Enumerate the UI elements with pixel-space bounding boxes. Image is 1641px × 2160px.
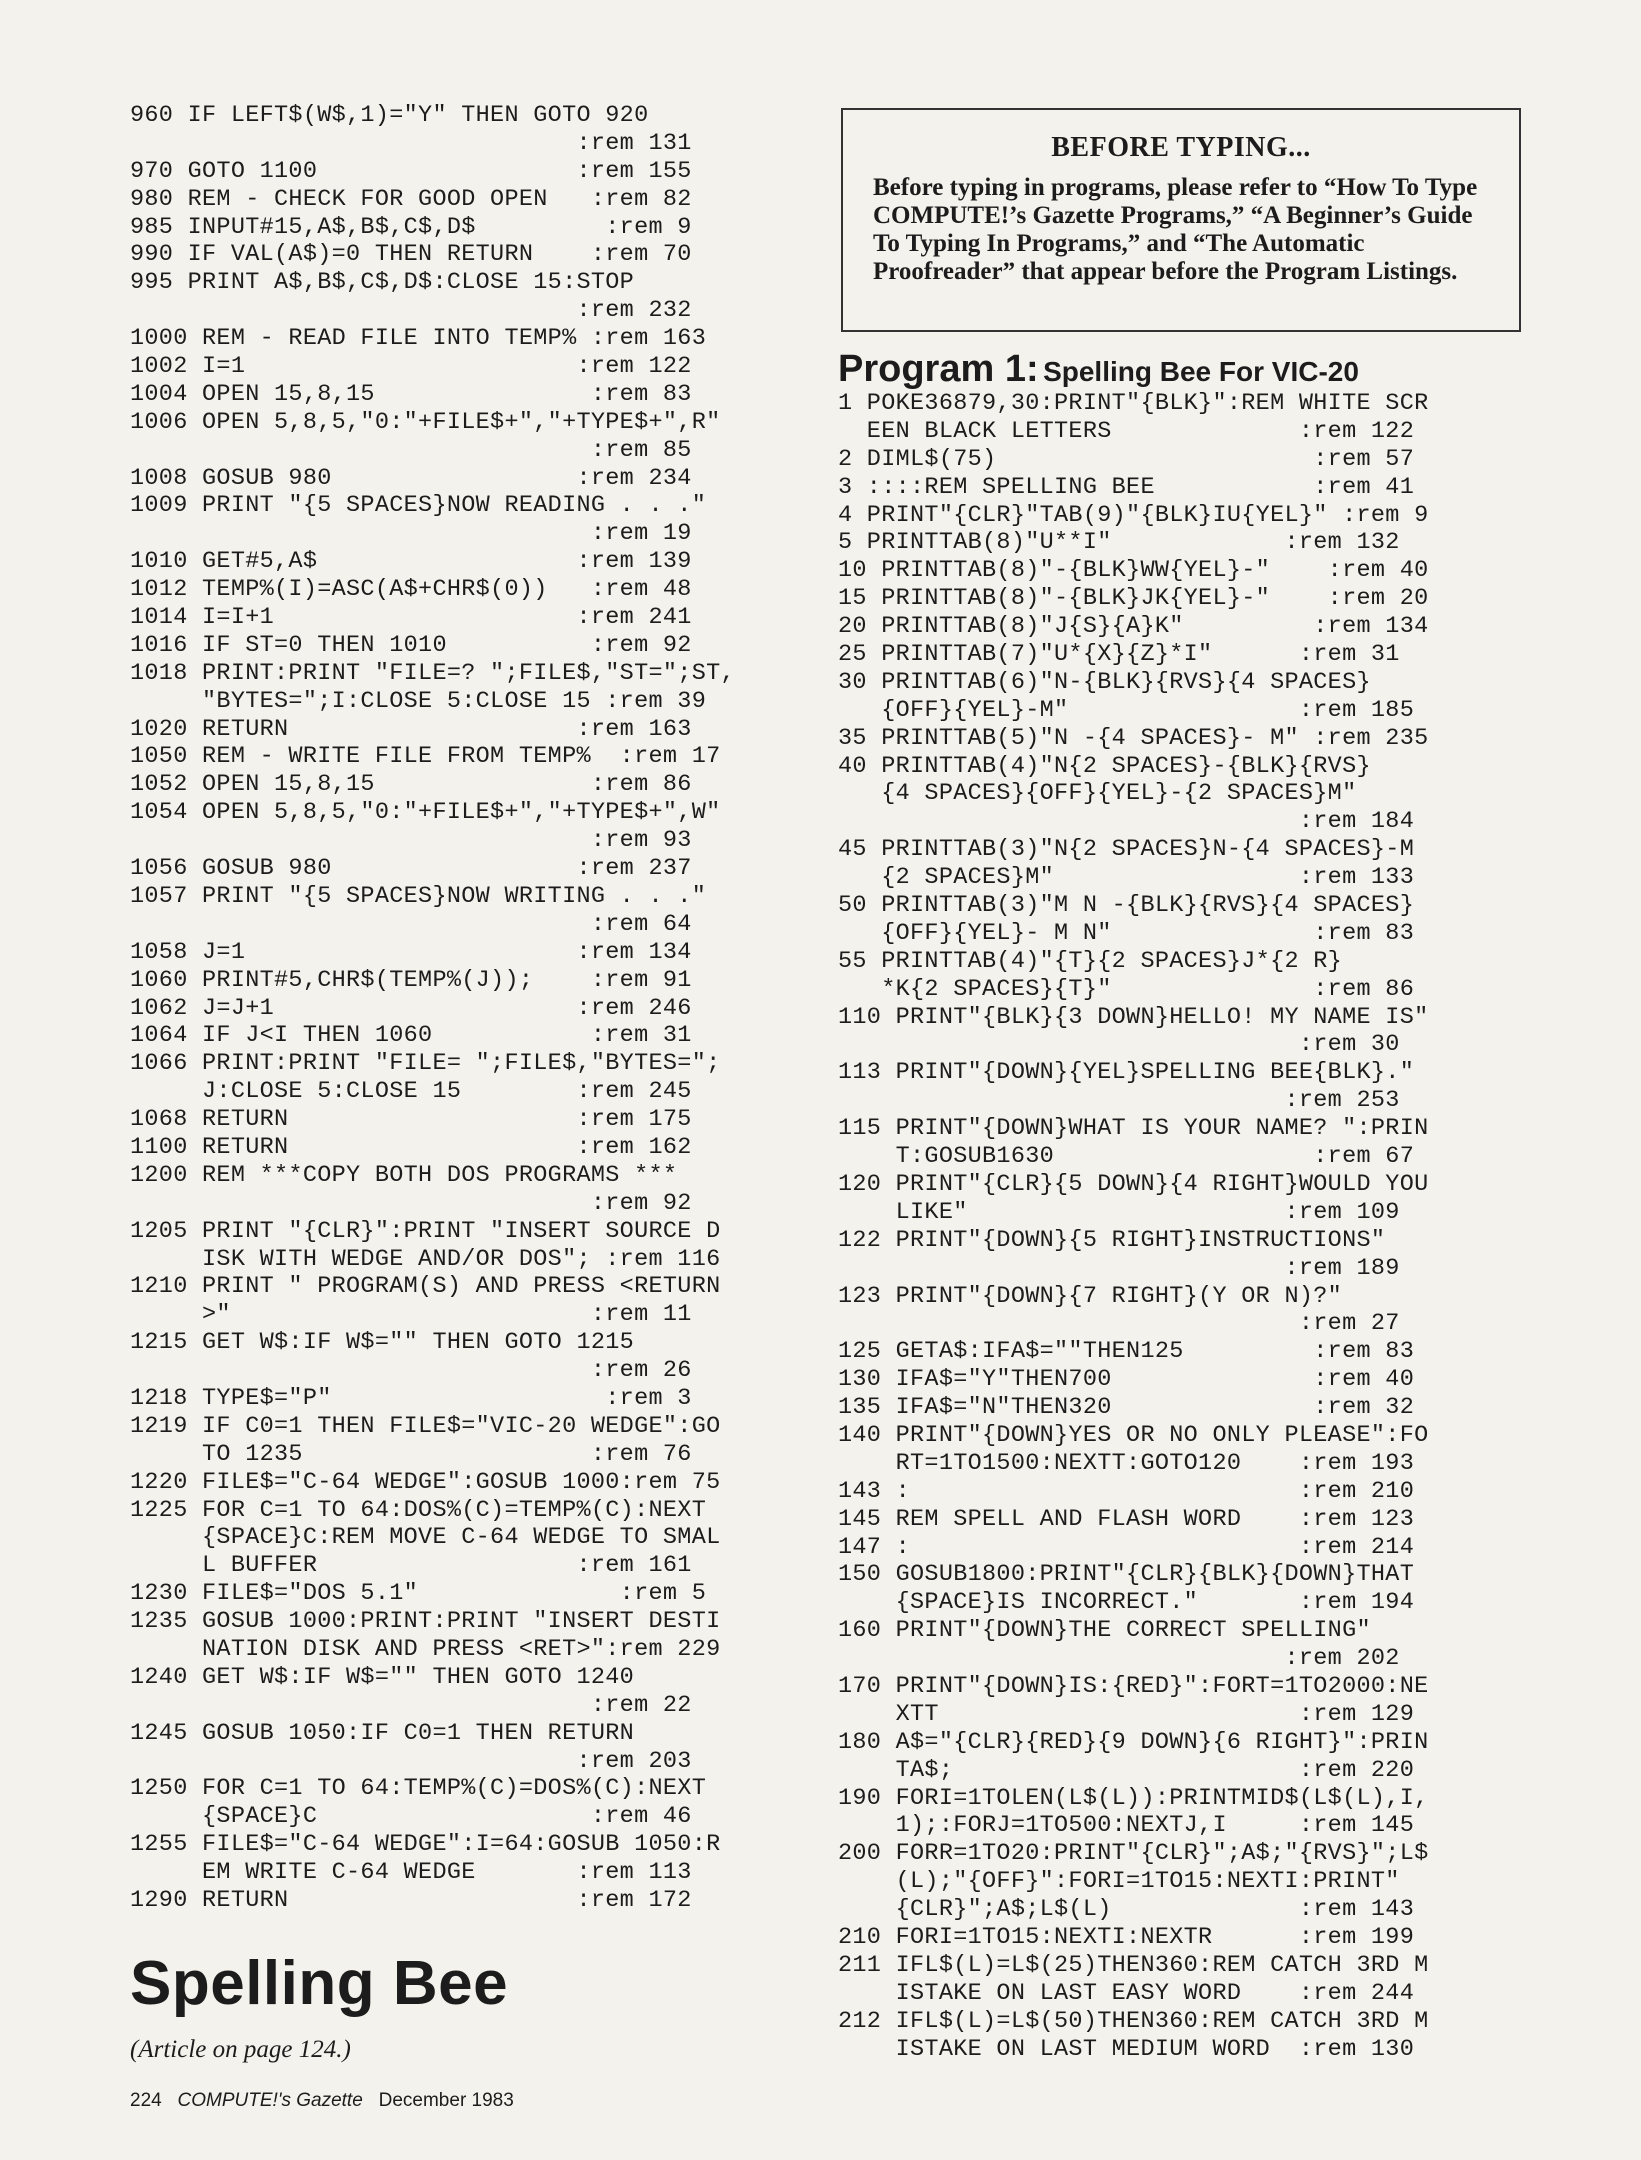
- code-line: 1290 RETURN :rem 172: [130, 1887, 692, 1914]
- code-line: 210 FORI=1TO15:NEXTI:NEXTR :rem 199: [838, 1923, 1415, 1951]
- code-line: :rem 232: [130, 297, 692, 325]
- code-line: 40 PRINTTAB(4)"N{2 SPACES}-{BLK}{RVS}: [838, 752, 1371, 780]
- code-line: J:CLOSE 5:CLOSE 15 :rem 245: [130, 1078, 692, 1106]
- code-line: ISTAKE ON LAST EASY WORD :rem 244: [838, 1979, 1415, 2007]
- code-line: :rem 19: [130, 520, 692, 548]
- code-line: 1060 PRINT#5,CHR$(TEMP%(J)); :rem 91: [130, 966, 692, 994]
- code-line: 1220 FILE$="C-64 WEDGE":GOSUB 1000:rem 75: [130, 1468, 721, 1496]
- code-line: L BUFFER :rem 161: [130, 1552, 692, 1580]
- code-line: 1230 FILE$="DOS 5.1" :rem 5: [130, 1580, 707, 1608]
- code-line: 1014 I=I+1 :rem 241: [130, 604, 692, 632]
- code-line: 1 POKE36879,30:PRINT"{BLK}":REM WHITE SCR: [838, 390, 1429, 417]
- code-line: 1066 PRINT:PRINT "FILE= ";FILE$,"BYTES=";: [130, 1050, 721, 1078]
- issue-date: December 1983: [378, 2090, 514, 2111]
- code-line: 3 ::::REM SPELLING BEE :rem 41: [838, 473, 1415, 501]
- code-line: {CLR}";A$;L$(L) :rem 143: [838, 1896, 1415, 1924]
- page-footer: [130, 2090, 514, 2112]
- code-line: 1012 TEMP%(I)=ASC(A$+CHR$(0)) :rem 48: [130, 576, 692, 604]
- code-line: 1200 REM ***COPY BOTH DOS PROGRAMS ***: [130, 1161, 678, 1189]
- code-line: 970 GOTO 1100 :rem 155: [130, 157, 692, 185]
- code-line: (L);"{OFF}":FORI=1TO15:NEXTI:PRINT": [838, 1868, 1400, 1896]
- code-line: 113 PRINT"{DOWN}{YEL}SPELLING BEE{BLK}.": [838, 1059, 1415, 1087]
- code-line: 15 PRINTTAB(8)"-{BLK}JK{YEL}-" :rem 20: [838, 585, 1429, 613]
- code-line: TA$; :rem 220: [838, 1756, 1415, 1784]
- code-line: :rem 92: [130, 1189, 692, 1217]
- code-line: LIKE" :rem 109: [838, 1198, 1400, 1226]
- code-line: "BYTES=";I:CLOSE 5:CLOSE 15 :rem 39: [130, 687, 707, 715]
- code-line: 980 REM - CHECK FOR GOOD OPEN :rem 82: [130, 185, 692, 213]
- code-line: 45 PRINTTAB(3)"N{2 SPACES}N-{4 SPACES}-M: [838, 836, 1415, 864]
- code-line: :rem 85: [130, 436, 692, 464]
- right-program-listing: [838, 390, 1528, 2063]
- code-line: :rem 184: [838, 808, 1415, 836]
- code-line: 4 PRINT"{CLR}"TAB(9)"{BLK}IU{YEL}" :rem 9: [838, 501, 1429, 529]
- notice-body: Before typing in programs, please refer to “How To Type COMPUTE!’s Gazette Programs,” “A Beginner’s Guide To Typing In Programs,” and “The Automatic Proofreader” that appear before the Program Listings.: [873, 174, 1478, 285]
- code-line: 1000 REM - READ FILE INTO TEMP% :rem 163: [130, 325, 707, 353]
- program-heading: [838, 348, 1359, 391]
- code-line: 1100 RETURN :rem 162: [130, 1133, 692, 1161]
- code-line: 147 : :rem 214: [838, 1533, 1415, 1561]
- code-line: 1250 FOR C=1 TO 64:TEMP%(C)=DOS%(C):NEXT: [130, 1775, 707, 1803]
- code-line: 1064 IF J<I THEN 1060 :rem 31: [130, 1022, 692, 1050]
- code-line: 1255 FILE$="C-64 WEDGE":I=64:GOSUB 1050:R: [130, 1831, 721, 1859]
- code-line: 1210 PRINT " PROGRAM(S) AND PRESS <RETURN: [130, 1273, 721, 1301]
- code-line: 212 IFL$(L)=L$(50)THEN360:REM CATCH 3RD M: [838, 2007, 1429, 2035]
- code-line: 180 A$="{CLR}{RED}{9 DOWN}{6 RIGHT}":PRIN: [838, 1728, 1429, 1756]
- code-line: :rem 202: [838, 1645, 1400, 1673]
- code-line: ISTAKE ON LAST MEDIUM WORD :rem 130: [838, 2035, 1415, 2063]
- code-line: {2 SPACES}M" :rem 133: [838, 864, 1415, 892]
- notice-title: BEFORE TYPING...: [1051, 132, 1311, 163]
- code-line: 25 PRINTTAB(7)"U*{X}{Z}*I" :rem 31: [838, 641, 1400, 669]
- code-line: :rem 30: [838, 1031, 1400, 1059]
- code-line: *K{2 SPACES}{T}" :rem 86: [838, 975, 1415, 1003]
- program-number: Program 1:: [838, 348, 1039, 390]
- code-line: :rem 189: [838, 1254, 1400, 1282]
- code-line: 5 PRINTTAB(8)"U**I" :rem 132: [838, 529, 1400, 557]
- code-line: 1062 J=J+1 :rem 246: [130, 994, 692, 1022]
- code-line: :rem 131: [130, 129, 692, 157]
- code-line: 211 IFL$(L)=L$(25)THEN360:REM CATCH 3RD M: [838, 1951, 1429, 1979]
- code-line: 1006 OPEN 5,8,5,"0:"+FILE$+","+TYPE$+",R": [130, 408, 721, 436]
- code-line: 985 INPUT#15,A$,B$,C$,D$ :rem 9: [130, 213, 692, 241]
- code-line: NATION DISK AND PRESS <RET>":rem 229: [130, 1635, 721, 1663]
- code-line: 1240 GET W$:IF W$="" THEN GOTO 1240: [130, 1663, 635, 1691]
- code-line: :rem 64: [130, 910, 692, 938]
- code-line: :rem 93: [130, 827, 692, 855]
- code-line: 10 PRINTTAB(8)"-{BLK}WW{YEL}-" :rem 40: [838, 557, 1429, 585]
- code-line: 115 PRINT"{DOWN}WHAT IS YOUR NAME? ":PRIN: [838, 1115, 1429, 1143]
- code-line: :rem 26: [130, 1357, 692, 1385]
- code-line: 123 PRINT"{DOWN}{7 RIGHT}(Y OR N)?": [838, 1282, 1343, 1310]
- code-line: 1002 I=1 :rem 122: [130, 353, 692, 381]
- code-line: 170 PRINT"{DOWN}IS:{RED}":FORT=1TO2000:NE: [838, 1672, 1429, 1700]
- code-line: 1219 IF C0=1 THEN FILE$="VIC-20 WEDGE":GO: [130, 1412, 721, 1440]
- code-line: 20 PRINTTAB(8)"J{S}{A}K" :rem 134: [838, 613, 1429, 641]
- code-line: 145 REM SPELL AND FLASH WORD :rem 123: [838, 1505, 1415, 1533]
- code-line: 1218 TYPE$="P" :rem 3: [130, 1384, 692, 1412]
- code-line: XTT :rem 129: [838, 1700, 1415, 1728]
- code-line: 1056 GOSUB 980 :rem 237: [130, 855, 692, 883]
- code-line: 960 IF LEFT$(W$,1)="Y" THEN GOTO 920: [130, 102, 649, 129]
- code-line: 150 GOSUB1800:PRINT"{CLR}{BLK}{DOWN}THAT: [838, 1561, 1415, 1589]
- code-line: 1052 OPEN 15,8,15 :rem 86: [130, 771, 692, 799]
- code-line: 143 : :rem 210: [838, 1477, 1415, 1505]
- code-line: 1);:FORJ=1TO500:NEXTJ,I :rem 145: [838, 1812, 1415, 1840]
- code-line: 1009 PRINT "{5 SPACES}NOW READING . . .": [130, 492, 707, 520]
- code-line: T:GOSUB1630 :rem 67: [838, 1143, 1415, 1171]
- code-line: 200 FORR=1TO20:PRINT"{CLR}";A$;"{RVS}";L$: [838, 1840, 1429, 1868]
- code-line: {OFF}{YEL}-M" :rem 185: [838, 696, 1415, 724]
- code-line: 1058 J=1 :rem 134: [130, 938, 692, 966]
- code-line: 120 PRINT"{CLR}{5 DOWN}{4 RIGHT}WOULD YOU: [838, 1170, 1429, 1198]
- code-line: 125 GETA$:IFA$=""THEN125 :rem 83: [838, 1338, 1415, 1366]
- article-reference: (Article on page 124.): [130, 2036, 351, 2063]
- code-line: 995 PRINT A$,B$,C$,D$:CLOSE 15:STOP: [130, 269, 635, 297]
- code-line: 1018 PRINT:PRINT "FILE=? ";FILE$,"ST=";ST,: [130, 659, 735, 687]
- code-line: 35 PRINTTAB(5)"N -{4 SPACES}- M" :rem 235: [838, 724, 1429, 752]
- code-line: ISK WITH WEDGE AND/OR DOS"; :rem 116: [130, 1245, 721, 1273]
- code-line: RT=1TO1500:NEXTT:GOTO120 :rem 193: [838, 1449, 1415, 1477]
- code-line: 1057 PRINT "{5 SPACES}NOW WRITING . . .": [130, 882, 707, 910]
- code-line: 55 PRINTTAB(4)"{T}{2 SPACES}J*{2 R}: [838, 947, 1343, 975]
- code-line: 1016 IF ST=0 THEN 1010 :rem 92: [130, 631, 692, 659]
- code-line: {SPACE}IS INCORRECT." :rem 194: [838, 1589, 1415, 1617]
- code-line: {4 SPACES}{OFF}{YEL}-{2 SPACES}M": [838, 780, 1357, 808]
- code-line: 130 IFA$="Y"THEN700 :rem 40: [838, 1366, 1415, 1394]
- code-line: 1004 OPEN 15,8,15 :rem 83: [130, 380, 692, 408]
- code-line: 135 IFA$="N"THEN320 :rem 32: [838, 1394, 1415, 1422]
- code-line: 990 IF VAL(A$)=0 THEN RETURN :rem 70: [130, 241, 692, 269]
- code-line: 1054 OPEN 5,8,5,"0:"+FILE$+","+TYPE$+",W": [130, 799, 721, 827]
- code-line: 1225 FOR C=1 TO 64:DOS%(C)=TEMP%(C):NEXT: [130, 1496, 707, 1524]
- code-line: 1010 GET#5,A$ :rem 139: [130, 548, 692, 576]
- code-line: EM WRITE C-64 WEDGE :rem 113: [130, 1859, 692, 1887]
- left-program-listing: [130, 102, 820, 1915]
- code-line: TO 1235 :rem 76: [130, 1440, 692, 1468]
- code-line: 1020 RETURN :rem 163: [130, 715, 692, 743]
- code-line: 1050 REM - WRITE FILE FROM TEMP% :rem 17: [130, 743, 721, 771]
- code-line: {OFF}{YEL}- M N" :rem 83: [838, 919, 1415, 947]
- code-line: 140 PRINT"{DOWN}YES OR NO ONLY PLEASE":FO: [838, 1421, 1429, 1449]
- page-number: 224: [130, 2090, 162, 2111]
- article-title: Spelling Bee: [130, 1949, 509, 2018]
- code-line: :rem 27: [838, 1310, 1400, 1338]
- code-line: :rem 22: [130, 1691, 692, 1719]
- code-line: {SPACE}C :rem 46: [130, 1803, 692, 1831]
- code-line: :rem 253: [838, 1087, 1400, 1115]
- code-line: 160 PRINT"{DOWN}THE CORRECT SPELLING": [838, 1617, 1371, 1645]
- magazine-name: COMPUTE!'s Gazette: [177, 2090, 363, 2111]
- code-line: 30 PRINTTAB(6)"N-{BLK}{RVS}{4 SPACES}: [838, 668, 1371, 696]
- code-line: 1215 GET W$:IF W$="" THEN GOTO 1215: [130, 1329, 635, 1357]
- code-line: 2 DIML$(75) :rem 57: [838, 445, 1415, 473]
- code-line: 1235 GOSUB 1000:PRINT:PRINT "INSERT DESTI: [130, 1608, 721, 1636]
- code-line: 1008 GOSUB 980 :rem 234: [130, 464, 692, 492]
- code-line: 1068 RETURN :rem 175: [130, 1106, 692, 1134]
- code-line: 1245 GOSUB 1050:IF C0=1 THEN RETURN: [130, 1719, 635, 1747]
- code-line: :rem 203: [130, 1747, 692, 1775]
- code-line: 1205 PRINT "{CLR}":PRINT "INSERT SOURCE D: [130, 1217, 721, 1245]
- code-line: 190 FORI=1TOLEN(L$(L)):PRINTMID$(L$(L),I,: [838, 1784, 1429, 1812]
- code-line: 50 PRINTTAB(3)"M N -{BLK}{RVS}{4 SPACES}: [838, 892, 1415, 920]
- program-subtitle: Spelling Bee For VIC-20: [1043, 356, 1359, 387]
- before-typing-notice: [841, 108, 1521, 332]
- code-line: 122 PRINT"{DOWN}{5 RIGHT}INSTRUCTIONS": [838, 1226, 1386, 1254]
- code-line: >" :rem 11: [130, 1301, 692, 1329]
- code-line: EEN BLACK LETTERS :rem 122: [838, 417, 1415, 445]
- code-line: 110 PRINT"{BLK}{3 DOWN}HELLO! MY NAME IS": [838, 1003, 1429, 1031]
- code-line: {SPACE}C:REM MOVE C-64 WEDGE TO SMAL: [130, 1524, 721, 1552]
